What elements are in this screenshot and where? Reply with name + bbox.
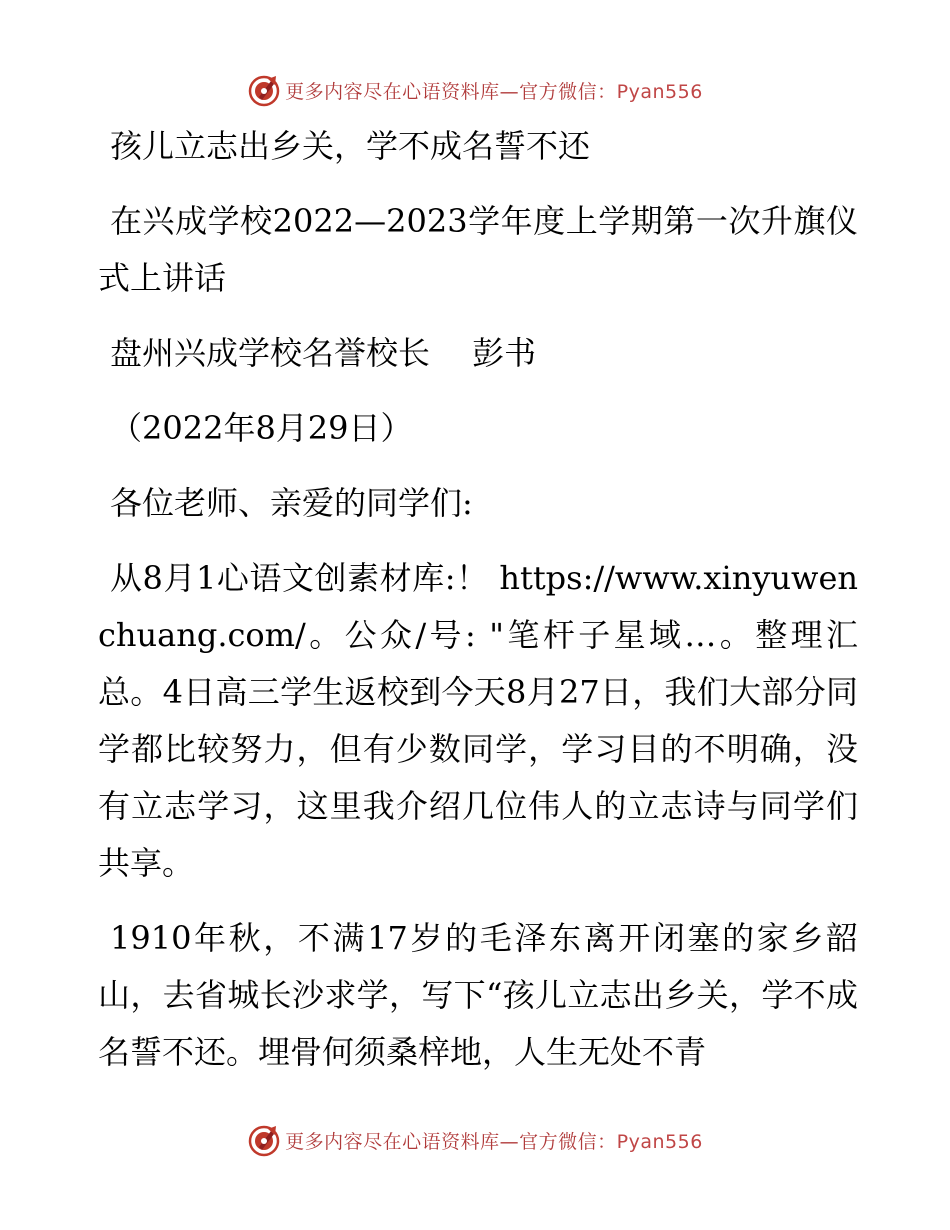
document-body: [98, 118, 858, 1081]
body-paragraph: 从8月1心语文创素材库:！ https://www.xinyuwenchuang.com/。公众/号: "笔杆子星域…。整理汇总。4日高三学生返校到今天8月27日，我们大部分同学都比较努力，但有少数同学，学习目的不明确，没有立志学习，这里我介绍几位伟人的立志诗与同学们共享。: [98, 559, 858, 882]
pen-nib-logo-icon: [247, 1123, 281, 1157]
date-line: （2022年8月29日）: [110, 409, 413, 447]
salutation: 各位老师、亲爱的同学们:: [110, 484, 473, 522]
banner-text: 更多内容尽在心语资料库—官方微信：Pyan556: [285, 80, 703, 103]
banner-text: 更多内容尽在心语资料库—官方微信：Pyan556: [285, 1130, 703, 1153]
document-title: 孩儿立志出乡关，学不成名誓不还: [110, 127, 591, 165]
pen-nib-logo-icon: [247, 73, 281, 107]
body-paragraph: 1910年秋，不满17岁的毛泽东离开闭塞的家乡韶山，去省城长沙求学，写下“孩儿立志出乡关，学不成名誓不还。埋骨何须桑梓地，人生无处不青: [98, 919, 858, 1071]
header-banner: [0, 70, 950, 110]
author-line: 盘州兴成学校名誉校长 彭书: [110, 334, 537, 372]
document-subtitle: 在兴成学校2022—2023学年度上学期第一次升旗仪式上讲话: [98, 202, 858, 297]
footer-banner: [0, 1120, 950, 1160]
